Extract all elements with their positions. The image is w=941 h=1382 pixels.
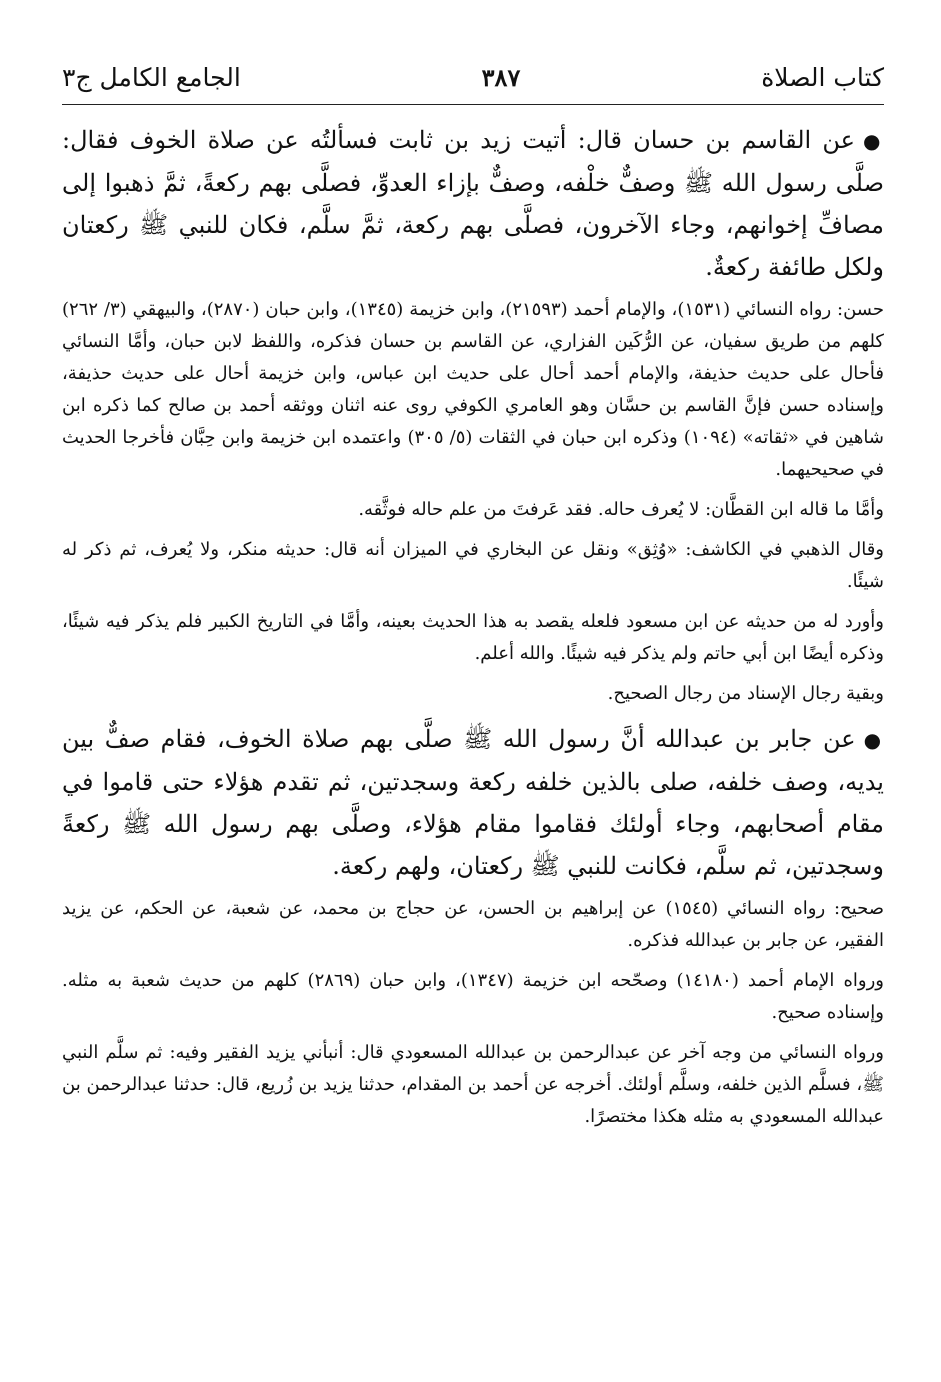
commentary-paragraph: ورواه الإمام أحمد (١٤١٨٠) وصحّحه ابن خزيمة (١٣٤٧)، وابن حبان (٢٨٦٩) كلهم من حديث شعبة به مثله. وإسناده صحيح. — [62, 970, 884, 1023]
commentary-paragraph: ورواه النسائي من وجه آخر عن عبدالرحمن بن عبدالله المسعودي قال: أنبأني يزيد الفقير وفيه: ثم سلَّم النبي ﷺ، فسلَّم الذين خلفه، وسلَّم أولئك. أخرجه عن أحمد بن المقدام، حدثنا يزيد بن زُريع، قال: حدثنا عبدالرحمن بن عبدالله المسعودي به مثله هكذا مختصرًا. — [62, 1042, 885, 1127]
page-number: ٣٨٧ — [481, 63, 521, 92]
commentary-paragraph: وأمَّا ما قاله ابن القطَّان: لا يُعرف حاله. فقد عَرفتَ من علم حاله فوثَّقه. — [358, 499, 884, 520]
hadith-text: عن القاسم بن حسان قال: أتيت زيد بن ثابت فسألتُه عن صلاة الخوف فقال: صلَّى رسول الله ﷺ وصفٌّ خلْفه، وصفٌّ بإزاء العدوِّ، فصلَّى بهم ركعةً، ثمَّ ذهبوا إلى مصافِّ إخوانهم، وجاء الآخرون، فصلَّى بهم ركعة، ثمَّ سلَّم، فكان للنبي ﷺ ركعتان ولكل طائفة ركعةٌ. — [62, 126, 884, 281]
bullet-icon: ● — [862, 129, 885, 153]
commentary-paragraph: وقال الذهبي في الكاشف: «وُثِق» ونقل عن البخاري في الميزان أنه قال: حديثه منكر، ولا يُعرف، ثم ذكر له شيئًا. — [62, 539, 884, 592]
chapter-title: كتاب الصلاة — [761, 63, 884, 92]
commentary-paragraph: حسن: رواه النسائي (١٥٣١)، والإمام أحمد (٢١٥٩٣)، وابن خزيمة (١٣٤٥)، وابن حبان (٢٨٧٠)، والبيهقي (٣/ ٢٦٢) كلهم من طريق سفيان، عن الرُّكَين الفزاري، عن القاسم بن حسان فذكره، واللفظ لابن حبان، وأمَّا النسائي فأحال على حديث حذيفة، والإمام أحمد أحال على حديث ابن عباس، وابن خزيمة أحال على حديث حذيفة، وإسناده حسن فإنَّ القاسم بن حسَّان وهو العامري الكوفي روى عنه اثنان ووثقه أحمد بن صالح كما ذكره ابن شاهين في «ثقاته» (١٠٩٤) وذكره ابن حبان في الثقات (٥/ ٣٠٥) واعتمده ابن خزيمة وابن حِبَّان فأخرجا الحديث في صحيحيهما. — [62, 299, 884, 480]
running-header — [62, 52, 884, 105]
book-title: الجامع الكامل ج٣ — [62, 63, 241, 92]
commentary-paragraph: وبقية رجال الإسناد من رجال الصحيح. — [607, 683, 884, 704]
hadith-text: عن جابر بن عبدالله أنَّ رسول الله ﷺ صلَّى بهم صلاة الخوف، فقام صفٌّ بين يديه، وصف خلفه، صلى بالذين خلفه ركعة وسجدتين، ثم تقدم هؤلاء حتى قاموا في مقام أصحابهم، وجاء أولئك فقاموا مقام هؤلاء، وصلَّى بهم رسول الله ﷺ ركعةً وسجدتين، ثم سلَّم، فكانت للنبي ﷺ ركعتان، ولهم ركعة. — [62, 725, 884, 880]
hadith-paragraph — [62, 718, 884, 887]
bullet-icon: ● — [863, 728, 884, 752]
page-body — [62, 119, 884, 1133]
commentary-paragraph: وأورد له من حديثه عن ابن مسعود فلعله يقصد به هذا الحديث بعينه، وأمَّا في التاريخ الكبير فلم يذكر فيه شيئًا، وذكره أيضًا ابن أبي حاتم ولم يذكر فيه شيئًا. والله أعلم. — [62, 611, 884, 664]
hadith-paragraph — [62, 119, 884, 288]
book-page — [62, 52, 884, 1141]
commentary-paragraph: صحيح: رواه النسائي (١٥٤٥) عن إبراهيم بن الحسن، عن حجاج بن محمد، عن شعبة، عن الحكم، عن يزيد الفقير، عن جابر بن عبدالله فذكره. — [62, 898, 884, 951]
